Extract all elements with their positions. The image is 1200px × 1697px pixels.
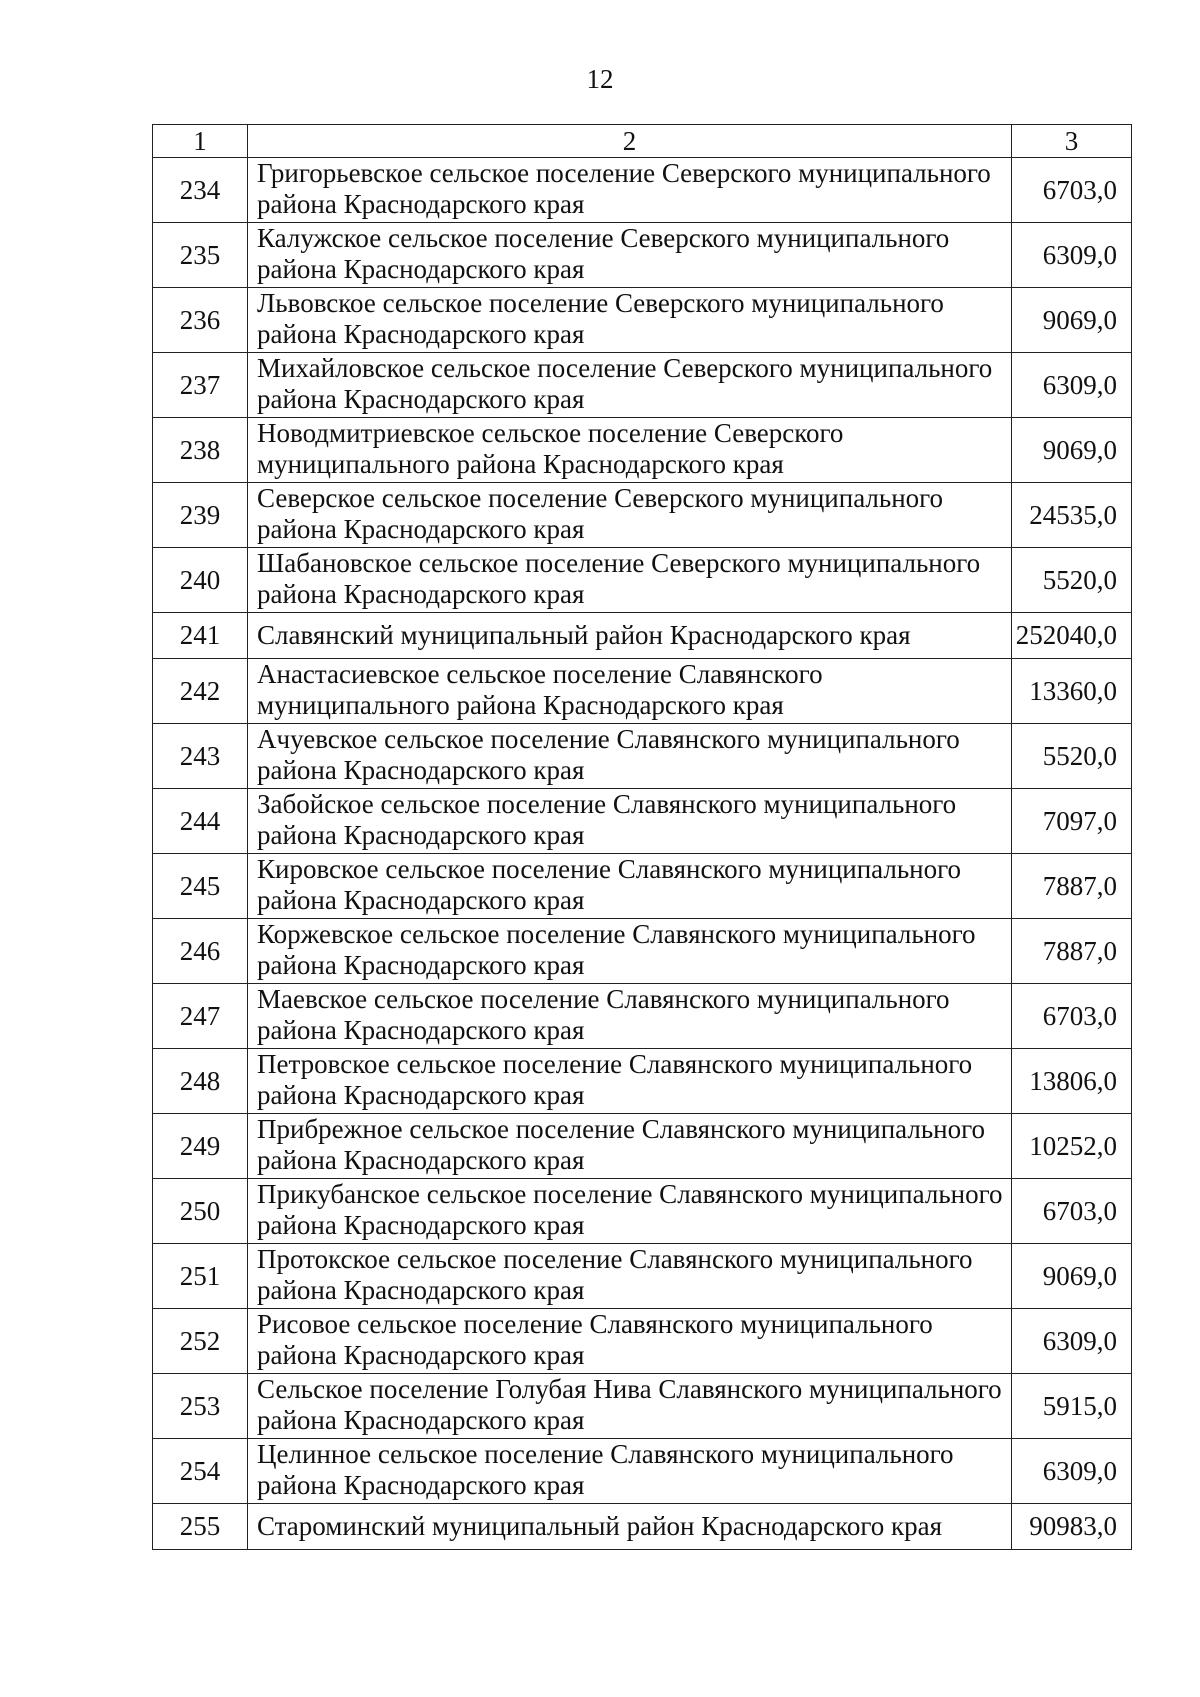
row-value: 90983,0	[1012, 1504, 1132, 1550]
table-row	[153, 1049, 1132, 1114]
table-row	[153, 984, 1132, 1049]
row-name: Староминский муниципальный район Краснодарского края	[248, 1504, 1012, 1550]
row-number: 237	[153, 353, 248, 418]
table-row	[153, 1244, 1132, 1309]
row-number: 252	[153, 1309, 248, 1374]
table-row	[153, 1439, 1132, 1504]
data-table	[152, 124, 1132, 1550]
row-number: 239	[153, 483, 248, 548]
row-name: Протокское сельское поселение Славянского муниципального района Краснодарского края	[248, 1244, 1012, 1309]
row-number: 238	[153, 418, 248, 483]
row-value: 6309,0	[1012, 1309, 1132, 1374]
row-name: Сельское поселение Голубая Нива Славянского муниципального района Краснодарского края	[248, 1374, 1012, 1439]
header-cell-value: 3	[1012, 125, 1132, 158]
table-row	[153, 418, 1132, 483]
row-number: 253	[153, 1374, 248, 1439]
row-name: Забойское сельское поселение Славянского муниципального района Краснодарского края	[248, 789, 1012, 854]
row-value: 252040,0	[1012, 613, 1132, 659]
row-value: 24535,0	[1012, 483, 1132, 548]
row-name: Шабановское сельское поселение Северского муниципального района Краснодарского края	[248, 548, 1012, 613]
row-value: 10252,0	[1012, 1114, 1132, 1179]
row-number: 248	[153, 1049, 248, 1114]
row-value: 6309,0	[1012, 353, 1132, 418]
row-value: 7097,0	[1012, 789, 1132, 854]
row-value: 9069,0	[1012, 1244, 1132, 1309]
row-name: Рисовое сельское поселение Славянского муниципального района Краснодарского края	[248, 1309, 1012, 1374]
header-cell-name: 2	[248, 125, 1012, 158]
table-row	[153, 353, 1132, 418]
table-row	[153, 1309, 1132, 1374]
row-name: Славянский муниципальный район Краснодарского края	[248, 613, 1012, 659]
table-row	[153, 1374, 1132, 1439]
row-value: 9069,0	[1012, 288, 1132, 353]
table-row	[153, 158, 1132, 223]
table-row	[153, 288, 1132, 353]
row-value: 13806,0	[1012, 1049, 1132, 1114]
row-value: 5915,0	[1012, 1374, 1132, 1439]
table-row	[153, 919, 1132, 984]
header-cell-num: 1	[153, 125, 248, 158]
table-row	[153, 613, 1132, 659]
table-row	[153, 483, 1132, 548]
row-number: 255	[153, 1504, 248, 1550]
row-number: 234	[153, 158, 248, 223]
row-value: 6309,0	[1012, 1439, 1132, 1504]
row-number: 251	[153, 1244, 248, 1309]
row-name: Целинное сельское поселение Славянского муниципального района Краснодарского края	[248, 1439, 1012, 1504]
row-name: Григорьевское сельское поселение Северского муниципального района Краснодарского края	[248, 158, 1012, 223]
table-row	[153, 548, 1132, 613]
table-row	[153, 854, 1132, 919]
row-number: 245	[153, 854, 248, 919]
row-value: 9069,0	[1012, 418, 1132, 483]
table-row	[153, 1179, 1132, 1244]
table-row	[153, 659, 1132, 724]
table-row	[153, 1114, 1132, 1179]
row-value: 7887,0	[1012, 854, 1132, 919]
row-number: 242	[153, 659, 248, 724]
row-name: Кировское сельское поселение Славянского муниципального района Краснодарского края	[248, 854, 1012, 919]
row-number: 250	[153, 1179, 248, 1244]
table-row	[153, 1504, 1132, 1550]
row-number: 247	[153, 984, 248, 1049]
row-number: 241	[153, 613, 248, 659]
row-value: 5520,0	[1012, 548, 1132, 613]
row-value: 5520,0	[1012, 724, 1132, 789]
row-name: Северское сельское поселение Северского муниципального района Краснодарского края	[248, 483, 1012, 548]
row-number: 236	[153, 288, 248, 353]
row-name: Прибрежное сельское поселение Славянского муниципального района Краснодарского края	[248, 1114, 1012, 1179]
table-header-row	[153, 125, 1132, 158]
row-name: Новодмитриевское сельское поселение Северского муниципального района Краснодарского края	[248, 418, 1012, 483]
row-name: Коржевское сельское поселение Славянского муниципального района Краснодарского края	[248, 919, 1012, 984]
row-name: Петровское сельское поселение Славянского муниципального района Краснодарского края	[248, 1049, 1012, 1114]
table-row	[153, 724, 1132, 789]
row-value: 6309,0	[1012, 223, 1132, 288]
row-name: Львовское сельское поселение Северского муниципального района Краснодарского края	[248, 288, 1012, 353]
row-number: 249	[153, 1114, 248, 1179]
row-name: Анастасиевское сельское поселение Славянского муниципального района Краснодарского края	[248, 659, 1012, 724]
row-number: 246	[153, 919, 248, 984]
table-row	[153, 789, 1132, 854]
row-number: 243	[153, 724, 248, 789]
row-number: 235	[153, 223, 248, 288]
row-value: 13360,0	[1012, 659, 1132, 724]
row-name: Ачуевское сельское поселение Славянского муниципального района Краснодарского края	[248, 724, 1012, 789]
page-number: 12	[586, 64, 614, 94]
row-value: 6703,0	[1012, 1179, 1132, 1244]
row-value: 7887,0	[1012, 919, 1132, 984]
row-name: Михайловское сельское поселение Северского муниципального района Краснодарского края	[248, 353, 1012, 418]
row-number: 254	[153, 1439, 248, 1504]
row-number: 240	[153, 548, 248, 613]
row-name: Маевское сельское поселение Славянского муниципального района Краснодарского края	[248, 984, 1012, 1049]
row-name: Прикубанское сельское поселение Славянского муниципального района Краснодарского края	[248, 1179, 1012, 1244]
table-row	[153, 223, 1132, 288]
row-value: 6703,0	[1012, 984, 1132, 1049]
row-number: 244	[153, 789, 248, 854]
row-value: 6703,0	[1012, 158, 1132, 223]
row-name: Калужское сельское поселение Северского муниципального района Краснодарского края	[248, 223, 1012, 288]
